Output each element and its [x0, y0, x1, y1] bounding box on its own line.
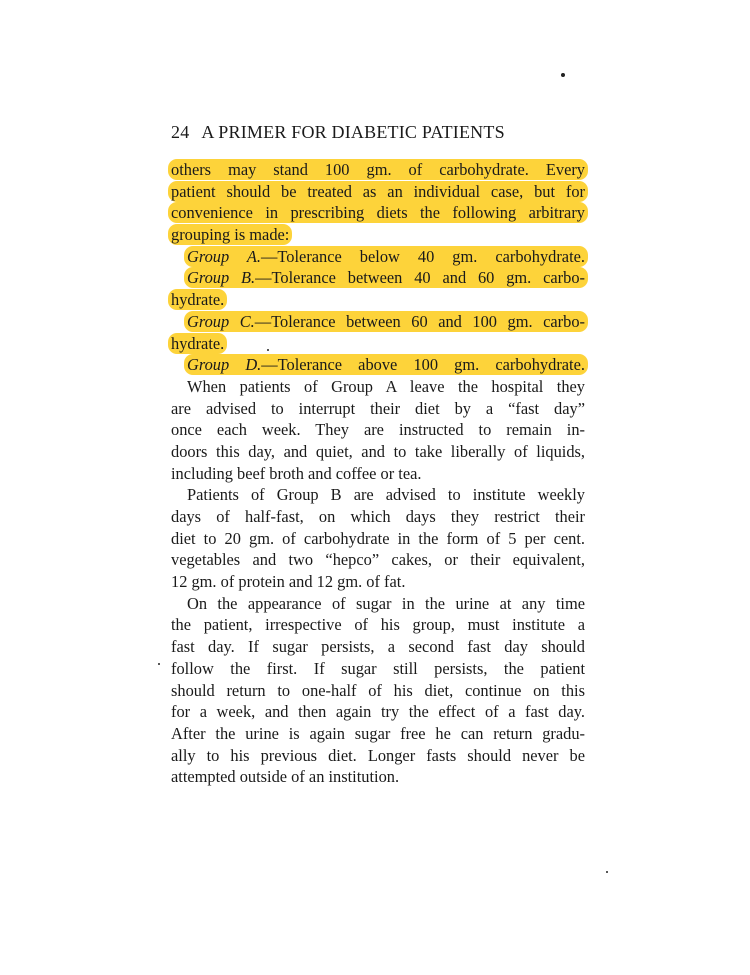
highlighted-text: [184, 267, 588, 288]
text-line: vegetables and two “hepco” cakes, or their equivalent,: [171, 550, 585, 570]
text-line: are advised to interrupt their diet by a “fast day”: [171, 398, 585, 418]
group-label: Group A.: [187, 246, 262, 266]
highlighted-text: convenience in prescribing diets the following arbitrary: [168, 202, 588, 223]
ink-speck: [561, 73, 565, 77]
group-label: Group B.: [187, 268, 256, 288]
page-number: 24: [171, 122, 190, 142]
highlighted-text: hydrate.: [168, 333, 227, 354]
text-line: [171, 159, 585, 181]
highlighted-text: grouping is made:: [168, 224, 292, 245]
text-line: [171, 181, 585, 203]
group-description: —Tolerance between 40 and 60 gm. carbo-: [255, 268, 585, 288]
text-line: [171, 289, 585, 311]
highlighted-text: [184, 311, 588, 332]
text-line: including beef broth and coffee or tea.: [171, 463, 422, 483]
text-line: days of half-fast, on which days they restrict their: [171, 507, 585, 526]
text-line: [171, 202, 585, 224]
page-header: [171, 122, 505, 143]
group-b-line: [171, 267, 585, 289]
group-a-line: [171, 246, 585, 268]
group-description: —Tolerance between 60 and 100 gm. carbo-: [254, 311, 585, 331]
text-line: diet to 20 gm. of carbohydrate in the form of 5 per cent.: [171, 528, 585, 548]
group-label: Group C.: [187, 311, 255, 331]
group-d-line: [171, 354, 585, 376]
group-label: Group D.: [187, 355, 262, 375]
text-line: should return to one-half of his diet, continue on this: [171, 680, 585, 700]
body-text: [171, 159, 585, 788]
highlighted-text: [184, 246, 588, 267]
group-c-line: [171, 311, 585, 333]
text-line: the patient, irrespective of his group, must institute a: [171, 615, 585, 635]
ink-speck: [606, 871, 608, 873]
text-line: attempted outside of an institution.: [171, 767, 400, 787]
ink-speck: [158, 663, 160, 665]
text-line: [171, 224, 585, 246]
group-description: —Tolerance above 100 gm. carbohydrate.: [261, 355, 585, 375]
text-line: 12 gm. of protein and 12 gm. of fat.: [171, 572, 406, 592]
text-line: for a week, and then again try the effect of a fast day.: [171, 702, 585, 722]
group-description: —Tolerance below 40 gm. carbohydrate.: [261, 246, 585, 266]
highlighted-text: patient should be treated as an individual case, but for: [168, 181, 588, 202]
text-line: fast day. If sugar persists, a second fast day should: [171, 637, 585, 657]
text-line: Patients of Group B are advised to institute weekly: [187, 485, 585, 505]
highlighted-text: [184, 354, 588, 375]
highlighted-text: others may stand 100 gm. of carbohydrate. Every: [168, 159, 588, 180]
text-line: follow the first. If sugar still persists, the patient: [171, 658, 585, 678]
highlighted-text: hydrate.: [168, 289, 227, 310]
text-line: [171, 333, 585, 355]
text-line: once each week. They are instructed to remain in-: [171, 420, 585, 440]
text-line: After the urine is again sugar free he can return gradu-: [171, 723, 585, 743]
text-line: ally to his previous diet. Longer fasts should never be: [171, 745, 585, 765]
text-line: doors this day, and quiet, and to take liberally of liquids,: [171, 441, 585, 461]
text-line: When patients of Group A leave the hospital they: [187, 376, 585, 396]
running-head: A PRIMER FOR DIABETIC PATIENTS: [201, 122, 505, 142]
text-line: On the appearance of sugar in the urine at any time: [187, 593, 585, 613]
